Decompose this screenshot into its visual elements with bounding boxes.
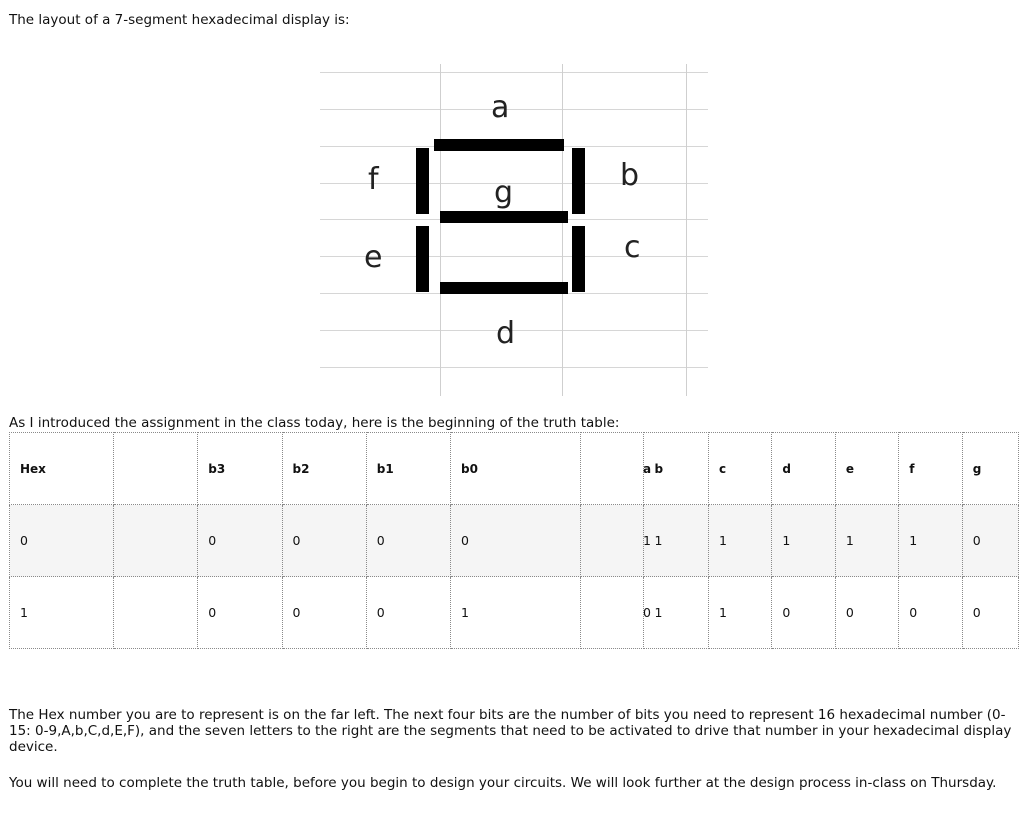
grid-line (320, 72, 708, 73)
cell-b3: 0 (198, 505, 282, 577)
cell-c: 1 (708, 505, 771, 577)
cell-b1: 0 (366, 577, 450, 649)
cell-hex: 1 (10, 577, 114, 649)
segment-a (434, 139, 564, 151)
segment-g (440, 211, 568, 223)
cell-hex: 0 (10, 505, 114, 577)
cell-d: 1 (772, 505, 835, 577)
table-header-row (10, 433, 1019, 505)
header-b1: b1 (366, 433, 450, 505)
cell-spacer (114, 505, 198, 577)
note-paragraph: You will need to complete the truth table, before you begin to design your circuits. We will look further at the design process in-class on Thursday. (9, 775, 997, 791)
cell-a: 1 (581, 505, 644, 577)
segment-label-g: g (494, 175, 514, 210)
truth-table (9, 432, 1019, 649)
table-row (10, 505, 1019, 577)
header-hex: Hex (10, 433, 114, 505)
cell-b2: 0 (282, 577, 366, 649)
header-a: a (581, 433, 644, 505)
cell-f: 1 (899, 505, 962, 577)
truth-table-intro: As I introduced the assignment in the class today, here is the beginning of the truth table: (9, 415, 620, 431)
table-row (10, 577, 1019, 649)
segment-e (416, 226, 429, 292)
segment-label-e: e (364, 240, 383, 275)
cell-b0: 1 (451, 577, 581, 649)
segment-label-d: d (496, 316, 516, 351)
grid-line (320, 367, 708, 368)
header-b2: b2 (282, 433, 366, 505)
cell-spacer (114, 577, 198, 649)
segment-label-f: f (368, 162, 379, 197)
cell-g: 0 (962, 577, 1018, 649)
cell-g: 0 (962, 505, 1018, 577)
cell-b1: 0 (366, 505, 450, 577)
header-b: b (644, 433, 708, 505)
description-paragraph: The Hex number you are to represent is on the far left. The next four bits are the number of bits you need to represent 16 hexadecimal number (0-15: 0-9,A,b,C,d,E,F), and the seven letters to the right are the segments that need to be activated to drive that number in your hexadecimal display device. (9, 707, 1012, 755)
cell-e: 1 (835, 505, 898, 577)
segment-f (416, 148, 429, 214)
seven-segment-diagram (0, 0, 1024, 400)
intro-text: The layout of a 7-segment hexadecimal display is: (9, 12, 350, 28)
header-e: e (835, 433, 898, 505)
segment-label-a: a (491, 90, 510, 125)
segment-label-c: c (624, 230, 641, 265)
segment-label-b: b (620, 158, 640, 193)
segment-b (572, 148, 585, 214)
cell-b2: 0 (282, 505, 366, 577)
header-b0: b0 (451, 433, 581, 505)
grid-line (562, 64, 563, 396)
grid-line (320, 109, 708, 110)
grid-line (440, 64, 441, 396)
cell-d: 0 (772, 577, 835, 649)
segment-c (572, 226, 585, 292)
cell-e: 0 (835, 577, 898, 649)
segment-d (440, 282, 568, 294)
header-c: c (708, 433, 771, 505)
grid-line (686, 64, 687, 396)
header-b3: b3 (198, 433, 282, 505)
header-g: g (962, 433, 1018, 505)
header-f: f (899, 433, 962, 505)
cell-b: 1 (644, 577, 708, 649)
cell-a: 0 (581, 577, 644, 649)
cell-b3: 0 (198, 577, 282, 649)
cell-c: 1 (708, 577, 771, 649)
header-spacer (114, 433, 198, 505)
cell-b: 1 (644, 505, 708, 577)
header-d: d (772, 433, 835, 505)
cell-f: 0 (899, 577, 962, 649)
cell-b0: 0 (451, 505, 581, 577)
